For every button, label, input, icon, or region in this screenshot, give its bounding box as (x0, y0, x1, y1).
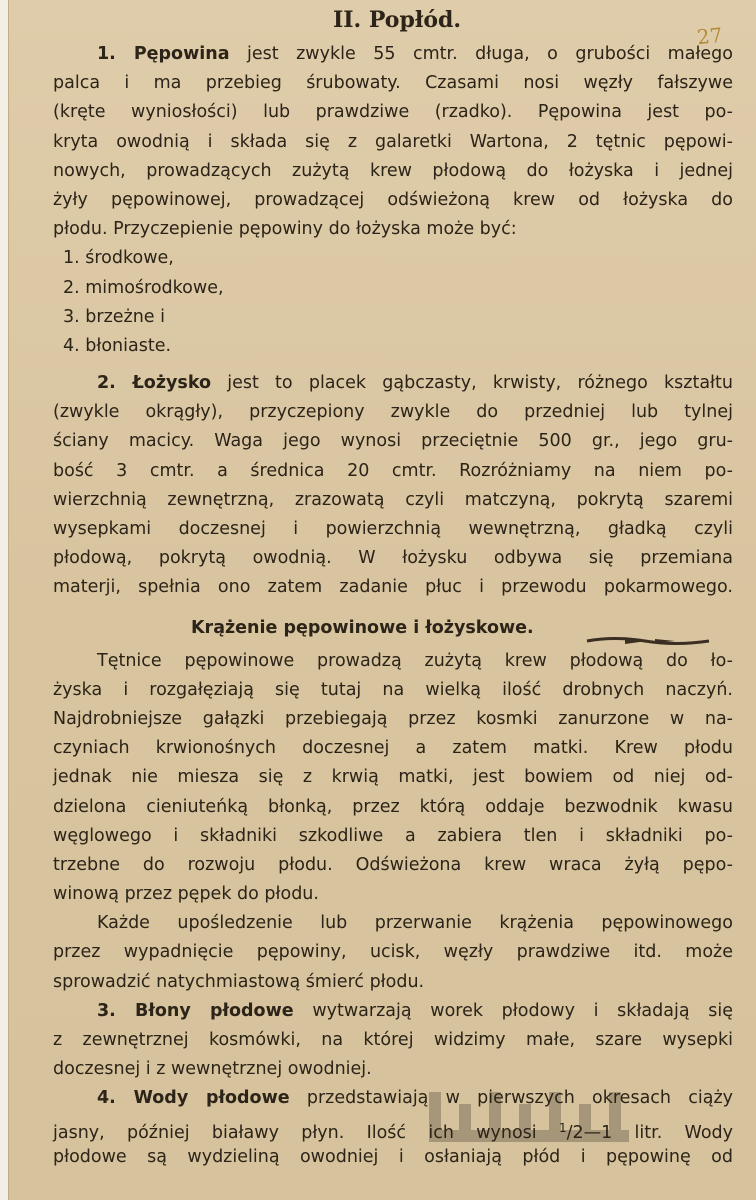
paragraph-1-line: kryta owodnią i składa się z galaretki Wartona, 2 tętnic pępowi- (53, 131, 733, 152)
paragraph-2-line: wysepkami doczesnej i powierzchnią wewnętrzną, gładką czyli (53, 519, 733, 539)
paragraph-1-line: palca i ma przebieg śrubowaty. Czasami nosi węzły fałszywe (53, 73, 733, 94)
paragraph-3-line: Tętnice pępowinowe prowadzą zużytą krew płodową do ło- (97, 650, 733, 671)
term-blony-plodowe: 3. Błony płodowe (97, 1000, 294, 1021)
paragraph-4-line: sprowadzić natychmiastową śmierć płodu. (53, 971, 425, 992)
paragraph-5-line (53, 997, 733, 1026)
subsection-heading: Krążenie pępowinowe i łożyskowe. (191, 617, 534, 638)
list-item: 3. brzeżne i (63, 306, 165, 327)
list-item: 1. środkowe, (63, 248, 174, 269)
paragraph-3-line: dzielona cieniuteńką błonką, przez którą oddaje bezwodnik kwasu (53, 796, 733, 817)
text-span: przedstawiają w pierwszych okresach ciąży (289, 1088, 733, 1109)
superscript: 1 (558, 1120, 567, 1135)
document-page (8, 0, 756, 1200)
paragraph-2-line: ściany macicy. Waga jego wynosi przeciętnie 500 gr., jego gru- (53, 431, 733, 452)
paragraph-1-line (53, 40, 733, 69)
term-pepowina: 1. Pępowina (97, 44, 230, 64)
paragraph-3-line: winową przez pępek do płodu. (53, 884, 319, 905)
text-span: wytwarzają worek płodowy i składają się (293, 1000, 733, 1021)
document-body (53, 0, 733, 1172)
paragraph-1-line: płodu. Przyczepienie pępowiny do łożyska może być: (53, 219, 517, 240)
paragraph-6-line (53, 1084, 733, 1113)
text-span: jasny, później białawy płyn. Ilość ich wynosi (53, 1122, 559, 1143)
term-wody-plodowe: 4. Wody płodowe (97, 1088, 290, 1109)
term-lozysko: 2. Łożysko (97, 373, 212, 394)
paragraph-2-line (53, 369, 733, 398)
paragraph-3-line: trzebne do rozwoju płodu. Odświeżona krew wraca żyłą pępo- (53, 854, 733, 875)
paragraph-3-line: żyska i rozgałęziają się tutaj na wielką ilość drobnych naczyń. (53, 679, 733, 700)
paragraph-5-line: doczesnej i z wewnętrznej owodniej. (53, 1059, 372, 1080)
paragraph-3-line: węglowego i składniki szkodliwe a zabiera tlen i składniki po- (53, 825, 733, 846)
paragraph-2-line: płodową, pokrytą owodnią. W łożysku odbywa się przemiana (53, 548, 733, 569)
paragraph-2-line: (zwykle okrągły), przyczepiony zwykle do przedniej lub tylnej (53, 402, 733, 423)
paragraph-1-line: (kręte wyniosłości) lub prawdziwe (rzadko). Pępowina jest po- (53, 102, 733, 123)
paragraph-3-line: czyniach krwionośnych doczesnej a zatem matki. Krew płodu (53, 738, 733, 759)
paragraph-6-line (53, 1114, 733, 1143)
list-item: 2. mimośrodkowe, (63, 277, 224, 298)
paragraph-3-line: jednak nie miesza się z krwią matki, jest bowiem od niej od- (53, 767, 733, 788)
paragraph-1-line: nowych, prowadzących zużytą krew płodową do łożyska i jednej (53, 160, 733, 181)
paragraph-2-line: materji, spełnia ono zatem zadanie płuc i przewodu pokarmowego. (53, 577, 733, 598)
paragraph-2-line: bość 3 cmtr. a średnica 20 cmtr. Rozróżniamy na niem po- (53, 460, 733, 481)
text-span: jest to placek gąbczasty, krwisty, różnego kształtu (211, 373, 733, 394)
paragraph-4-line: przez wypadnięcie pępowiny, ucisk, węzły prawdziwe itd. może (53, 942, 733, 963)
page-number-mark: 27 (695, 22, 724, 50)
paragraph-5-line: z zewnętrznej kosmówki, na której widzimy małe, szare wysepki (53, 1030, 733, 1050)
text-span: jest zwykle 55 cmtr. długa, o grubości małego (229, 44, 733, 64)
list-item: 4. błoniaste. (63, 335, 172, 356)
paragraph-3-line: Najdrobniejsze gałązki przebiegają przez kosmki zanurzone w na- (53, 708, 733, 729)
paragraph-2-line: wierzchnią zewnętrzną, zrazowatą czyli matczyną, pokrytą szaremi (53, 489, 733, 510)
paragraph-6-line: płodowe są wydzieliną owodniej i osłaniają płód i pępowinę od (53, 1146, 733, 1167)
text-span: /2—1 litr. Wody (566, 1122, 733, 1143)
section-title: II. Popłód. (332, 7, 462, 33)
paragraph-4-line: Każde upośledzenie lub przerwanie krążenia pępowinowego (97, 913, 733, 934)
paragraph-1-line: żyły pępowinowej, prowadzącej odświeżoną krew od łożyska do (53, 189, 733, 210)
